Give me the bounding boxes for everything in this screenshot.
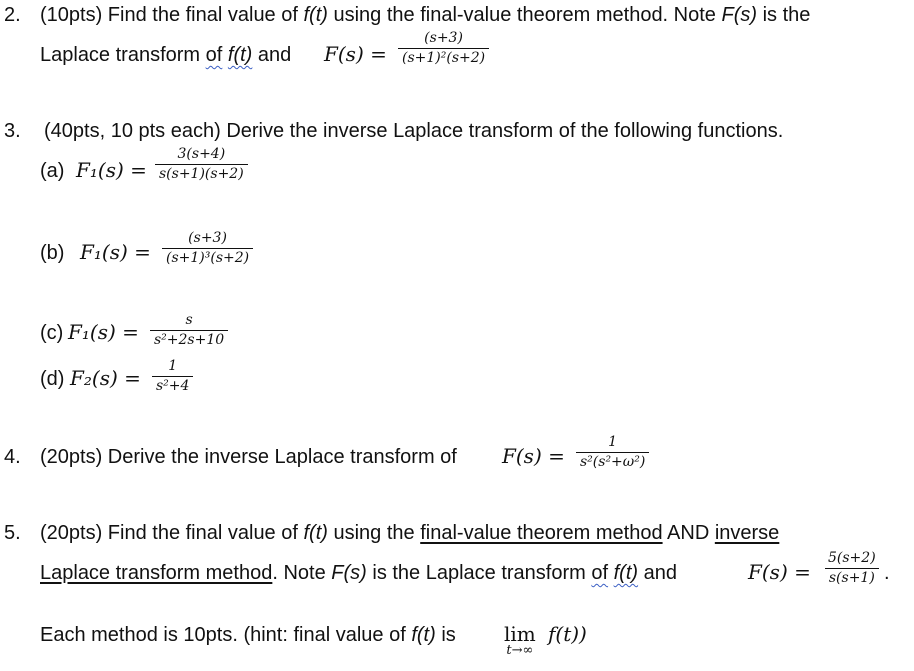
- q3c-fraction: $\frac{s}{\text{s²+2s+10}}$: [150, 312, 228, 349]
- q3c-lhs: F₁(s) =: [68, 320, 139, 344]
- q5-limit-expr: f(t)): [548, 622, 587, 646]
- q5-period: .: [884, 562, 890, 584]
- q2-line1: (10pts) Find the final value of f(t) using the final-value theorem method. Note F(s) is the: [40, 4, 811, 26]
- q3d-fraction: $\frac{1}{\text{s²+4}}$: [152, 358, 193, 395]
- q3d-lhs: F₂(s) =: [70, 366, 141, 390]
- q5-fraction: $\frac{5(s+2)}{s(s+1)}$: [824, 550, 880, 587]
- q2-number: 2.: [4, 4, 21, 26]
- q3-text: (40pts, 10 pts each) Derive the inverse Laplace transform of the following functions.: [44, 120, 784, 142]
- q3-number: 3.: [4, 120, 21, 142]
- q3a-label: (a): [40, 160, 65, 182]
- q5-number: 5.: [4, 522, 21, 544]
- q3d-label: (d): [40, 368, 65, 390]
- q3b-label: (b): [40, 242, 65, 264]
- q5-limit: lim t→∞: [504, 622, 536, 658]
- q3a-fraction: $\frac{3(s+4)}{s(s+1)(s+2)}$: [155, 146, 248, 183]
- q5-lhs: F(s) =: [748, 560, 811, 584]
- q3b-fraction: $\frac{(s+3)}{\text{(s+1)³(s+2)}}$: [162, 230, 253, 267]
- q3a-lhs: F₁(s) =: [76, 158, 147, 182]
- q4-lhs: F(s) =: [502, 444, 565, 468]
- q3b-lhs: F₁(s) =: [80, 240, 151, 264]
- q2-line2: Laplace transform of f(t) and: [40, 44, 292, 66]
- q4-fraction: $\frac{1}{\text{s²(s²+ω²)}}$: [576, 434, 649, 471]
- q5-line1: (20pts) Find the final value of f(t) using the final-value theorem method AND inverse: [40, 522, 780, 544]
- q5-line3: Each method is 10pts. (hint: final value of f(t) is: [40, 624, 456, 646]
- q2-lhs: F(s) =: [324, 42, 387, 66]
- q2-fraction: $\frac{(s+3)}{\text{(s+1)²(s+2)}}$: [398, 30, 489, 67]
- q4-number: 4.: [4, 446, 21, 468]
- q5-line2: Laplace transform method. Note F(s) is the Laplace transform of f(t) and: [40, 562, 677, 584]
- q3c-label: (c): [40, 322, 64, 344]
- q4-text: (20pts) Derive the inverse Laplace transform of: [40, 446, 457, 468]
